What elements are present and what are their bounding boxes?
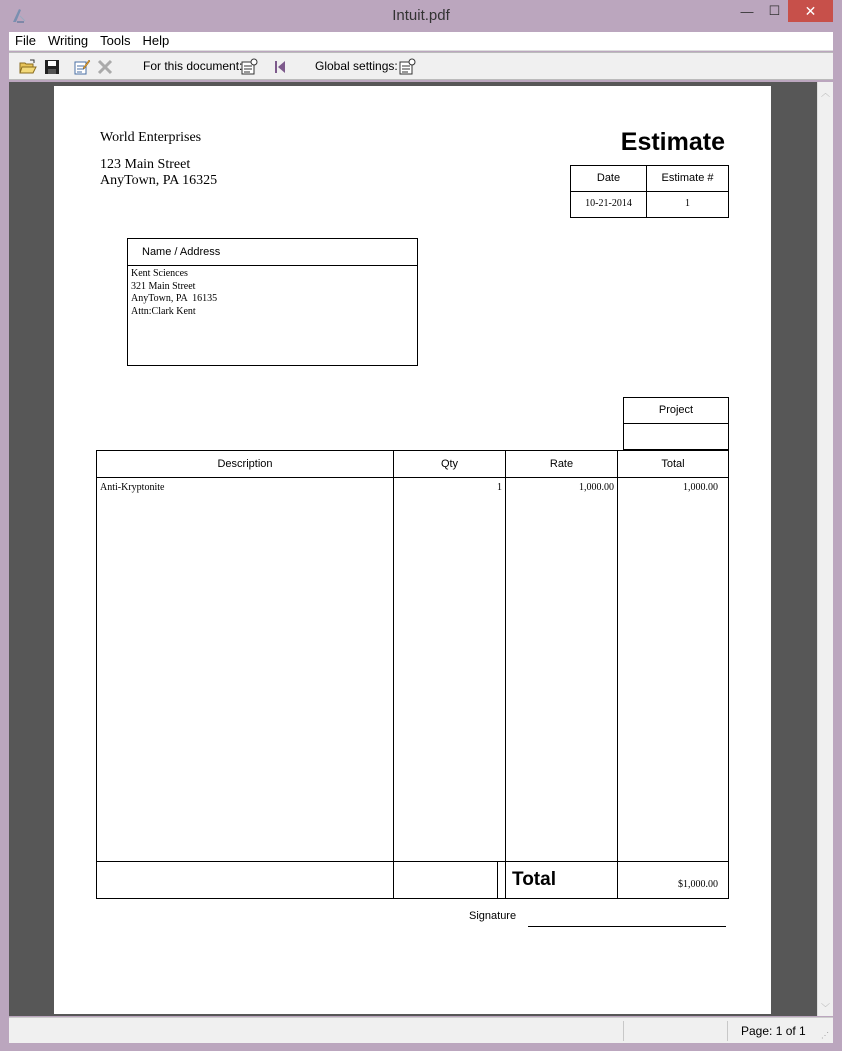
signature-label: Signature	[469, 910, 517, 922]
column-header-total: Total	[661, 458, 685, 470]
save-icon[interactable]	[43, 58, 61, 76]
bill-to-address	[131, 268, 217, 318]
scroll-up-icon[interactable]: ︿	[821, 88, 831, 98]
pdf-page	[54, 86, 771, 1014]
estimate-number-header: Estimate #	[661, 172, 714, 184]
document-title: Estimate	[620, 128, 725, 156]
page-indicator: Page: 1 of 1	[741, 1024, 806, 1038]
close-button[interactable]	[788, 0, 833, 22]
column-header-rate: Rate	[549, 458, 574, 470]
total-value: $1,000.00	[678, 879, 718, 890]
project-header: Project	[658, 404, 694, 416]
resize-grip-icon[interactable]: ⋰	[821, 1031, 829, 1040]
item-rate: 1,000.00	[579, 482, 614, 493]
signature-line	[528, 926, 726, 927]
document-viewer[interactable]	[9, 82, 817, 1016]
edit-icon[interactable]	[73, 58, 91, 76]
bill-to-line: Kent Sciences	[131, 268, 188, 279]
line-items-table	[96, 450, 729, 899]
menu-tools[interactable]: Tools	[100, 32, 131, 48]
total-label: Total	[512, 869, 556, 890]
date-header: Date	[596, 172, 621, 184]
item-qty: 1	[497, 482, 502, 493]
minimize-icon: —	[740, 3, 754, 19]
global-settings-icon[interactable]	[398, 58, 416, 76]
bill-to-box	[127, 238, 418, 366]
item-total: 1,000.00	[683, 482, 718, 493]
maximize-button[interactable]	[761, 0, 788, 22]
close-icon: ✕	[804, 2, 817, 19]
title-bar	[0, 0, 842, 32]
company-name: World Enterprises	[100, 130, 202, 145]
column-header-description: Description	[217, 458, 273, 470]
estimate-info-box	[570, 165, 729, 218]
first-page-icon[interactable]	[271, 58, 289, 76]
column-header-qty: Qty	[440, 458, 459, 470]
status-bar	[9, 1017, 833, 1043]
total-row	[96, 861, 729, 899]
window-title: Intuit.pdf	[392, 7, 450, 24]
toolbar	[9, 52, 833, 80]
bill-to-line: Attn:Clark Kent	[131, 305, 196, 317]
item-description: Anti-Kryptonite	[100, 482, 165, 493]
menu-bar	[9, 32, 833, 51]
estimate-number-value: 1	[685, 198, 690, 209]
project-box	[623, 397, 729, 450]
document-settings-icon[interactable]	[240, 58, 258, 76]
company-city: AnyTown, PA 16325	[100, 173, 218, 188]
menu-file[interactable]: File	[15, 32, 36, 48]
bill-to-header: Name / Address	[142, 246, 221, 258]
menu-writing[interactable]: Writing	[47, 32, 89, 48]
for-this-document-label: For this document:	[143, 59, 243, 73]
bill-to-line: 321 Main Street	[131, 280, 196, 292]
open-folder-icon[interactable]	[19, 58, 37, 76]
date-value: 10-21-2014	[585, 198, 632, 209]
vertical-scrollbar[interactable]	[817, 82, 833, 1016]
bill-to-line: AnyTown, PA 16135	[131, 293, 218, 304]
delete-icon[interactable]	[96, 58, 114, 76]
menu-help[interactable]: Help	[142, 32, 170, 48]
company-street: 123 Main Street	[100, 157, 191, 172]
scroll-down-icon[interactable]: ﹀	[821, 1003, 831, 1013]
maximize-icon: ☐	[768, 3, 781, 18]
global-settings-label: Global settings:	[315, 59, 398, 73]
minimize-button[interactable]	[733, 0, 761, 22]
